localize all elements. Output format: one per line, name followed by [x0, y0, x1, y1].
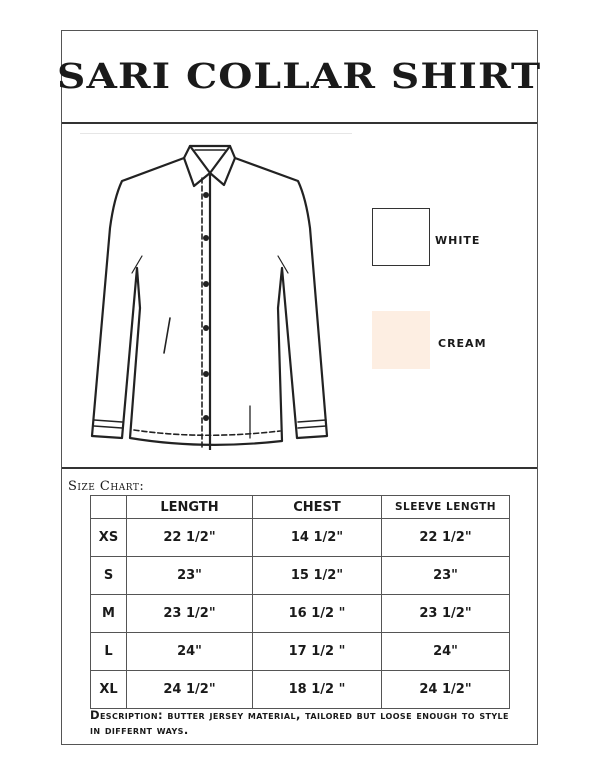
- chest-cell: 17 1/2 ": [253, 633, 382, 671]
- chest-cell: 14 1/2": [253, 519, 382, 557]
- size-cell: XS: [91, 519, 127, 557]
- sleeve-cell: 23": [382, 557, 510, 595]
- length-cell: 22 1/2": [127, 519, 253, 557]
- sleeve-cell: 24 1/2": [382, 671, 510, 709]
- size-cell: M: [91, 595, 127, 633]
- chest-cell: 15 1/2": [253, 557, 382, 595]
- sleeve-cell: 24": [382, 633, 510, 671]
- size-cell: L: [91, 633, 127, 671]
- table-row: [91, 557, 510, 595]
- divider: [80, 133, 352, 134]
- size-chart-table: [90, 495, 510, 709]
- chest-cell: 16 1/2 ": [253, 595, 382, 633]
- color-swatch-white: [372, 208, 430, 266]
- color-swatch-cream: [372, 311, 430, 369]
- table-row: [91, 671, 510, 709]
- table-header-row: [91, 496, 510, 519]
- illustration-section: [62, 124, 537, 469]
- length-cell: 24 1/2": [127, 671, 253, 709]
- size-cell: S: [91, 557, 127, 595]
- spec-sheet: [57, 30, 542, 745]
- table-row: [91, 595, 510, 633]
- color-label-cream: CREAM: [438, 337, 487, 350]
- length-cell: 23": [127, 557, 253, 595]
- header-size: [91, 496, 127, 519]
- table-row: [91, 519, 510, 557]
- title-box: [57, 31, 542, 124]
- header-chest: CHEST: [253, 496, 382, 519]
- shirt-illustration: [82, 138, 344, 450]
- sleeve-cell: 23 1/2": [382, 595, 510, 633]
- length-cell: 24": [127, 633, 253, 671]
- chest-cell: 18 1/2 ": [253, 671, 382, 709]
- size-chart-title: Size Chart:: [68, 479, 145, 494]
- product-description: Description: butter jersey material, tailored but loose enough to style in differnt ways.: [90, 708, 509, 737]
- sleeve-cell: 22 1/2": [382, 519, 510, 557]
- table-row: [91, 633, 510, 671]
- header-sleeve-length: SLEEVE LENGTH: [382, 496, 510, 519]
- color-label-white: WHITE: [435, 234, 481, 247]
- length-cell: 23 1/2": [127, 595, 253, 633]
- page-title: SARI COLLAR SHIRT: [57, 56, 542, 97]
- header-length: LENGTH: [127, 496, 253, 519]
- size-cell: XL: [91, 671, 127, 709]
